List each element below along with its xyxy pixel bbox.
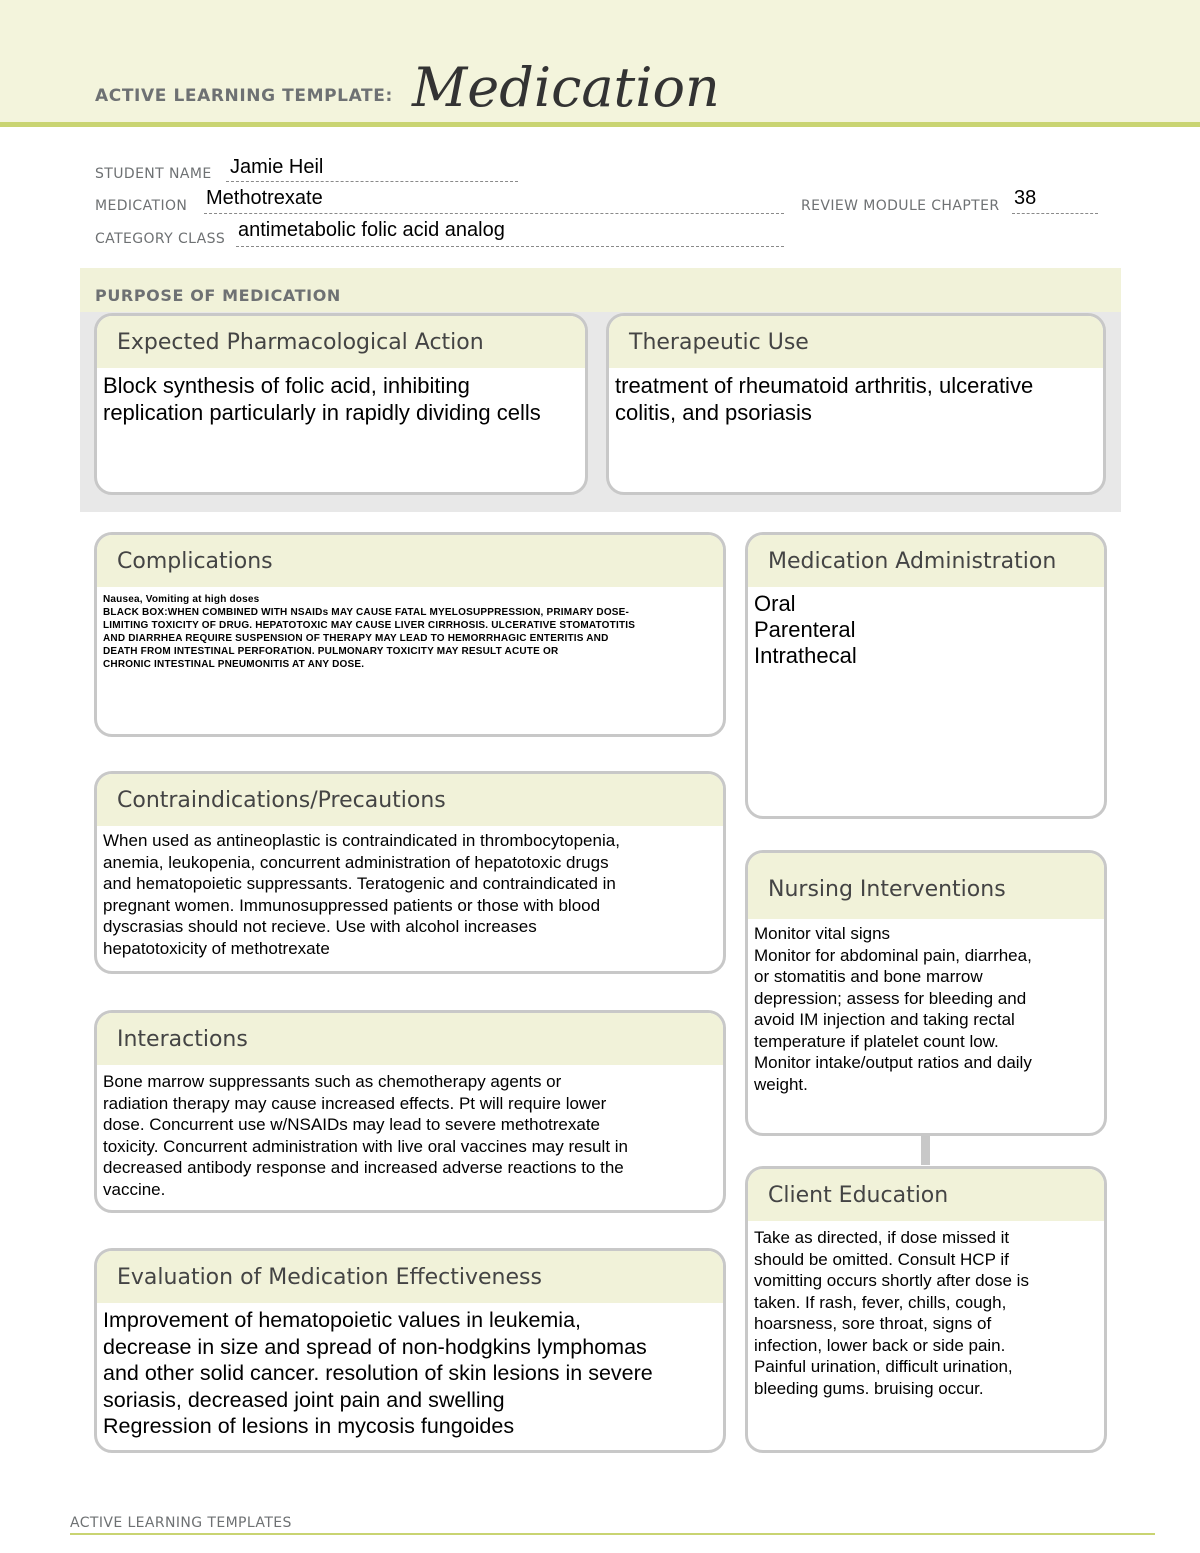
review-module-value[interactable]: 38 <box>1014 187 1037 209</box>
client-education-title: Client Education <box>748 1169 1104 1221</box>
therapeutic-use-text[interactable]: treatment of rheumatoid arthritis, ulcerative colitis, and psoriasis <box>615 373 1034 425</box>
student-name-value[interactable]: Jamie Heil <box>230 156 324 178</box>
student-name-label: STUDENT NAME <box>95 166 212 182</box>
therapeutic-use-title: Therapeutic Use <box>609 316 1103 368</box>
expected-action-title: Expected Pharmacological Action <box>97 316 585 368</box>
footer-label: ACTIVE LEARNING TEMPLATES <box>70 1515 292 1531</box>
medication-value[interactable]: Methotrexate <box>206 187 323 209</box>
review-module-label: REVIEW MODULE CHAPTER <box>801 198 1000 214</box>
connector-bar <box>921 1135 930 1165</box>
complications-box <box>94 532 726 737</box>
expected-action-box <box>94 313 588 495</box>
header-rule <box>0 122 1200 127</box>
nursing-interventions-title: Nursing Interventions <box>748 853 1104 919</box>
interactions-title: Interactions <box>97 1013 723 1065</box>
expected-action-text[interactable]: Block synthesis of folic acid, inhibiting replication particularly in rapidly dividing cells <box>103 373 541 425</box>
nursing-interventions-box <box>745 850 1107 1136</box>
evaluation-title: Evaluation of Medication Effectiveness <box>97 1251 723 1303</box>
therapeutic-use-box <box>606 313 1106 495</box>
interactions-text[interactable]: Bone marrow suppressants such as chemotherapy agents or radiation therapy may cause increased effects. Pt will require lower dose. Concurrent use w/NSAIDs may lead to severe methotrexate toxicity. Concurrent administration with live oral vaccines may result in decreased antibody response and increased adverse reactions to the vaccine. <box>103 1072 628 1199</box>
nursing-interventions-text[interactable]: Monitor vital signs Monitor for abdominal pain, diarrhea, or stomatitis and bone marrow depression; assess for bleeding and avoid IM injection and taking rectal temperature if platelet count low. Monitor intake/output ratios and daily weight. <box>754 924 1032 1094</box>
evaluation-box <box>94 1248 726 1453</box>
page-title: Medication <box>412 56 720 119</box>
administration-title: Medication Administration <box>748 535 1104 587</box>
complications-title: Complications <box>97 535 723 587</box>
contraindications-box <box>94 771 726 974</box>
client-education-text[interactable]: Take as directed, if dose missed it should be omitted. Consult HCP if vomitting occurs shortly after dose is taken. If rash, fever, chills, cough, hoarsness, sore throat, signs of infection, lower back or side pain. Painful urination, difficult urination, bleeding gums. bruising occur. <box>754 1228 1029 1398</box>
contraindications-title: Contraindications/Precautions <box>97 774 723 826</box>
category-class-label: CATEGORY CLASS <box>95 231 226 247</box>
template-label: ACTIVE LEARNING TEMPLATE: <box>95 86 393 106</box>
administration-text[interactable]: Oral Parenteral Intrathecal <box>754 591 857 668</box>
complications-text[interactable]: Nausea, Vomiting at high doses BLACK BOX:WHEN COMBINED WITH NSAIDs MAY CAUSE FATAL MYELOSUPPRESSION, PRIMARY DOSE- LIMITING TOXICITY OF DRUG. HEPATOTOXIC MAY CAUSE LIVER CIRRHOSIS. ULCERATIVE STOMATOTITIS AND DIARRHEA REQUIRE SUSPENSION OF THERAPY MAY LEAD TO HEMORRHAGIC ENTERITIS AND DEATH FROM INTESTINAL PERFORATION. PULMONARY TOXICITY MAY RESULT ACUTE OR CHRONIC INTESTINAL PNEUMONITIS AT ANY DOSE. <box>103 594 636 670</box>
contraindications-text[interactable]: When used as antineoplastic is contraindicated in thrombocytopenia, anemia, leukopenia, concurrent administration of hepatotoxic drugs and hematopoietic suppressants. Teratogenic and contraindicated in pregnant women. Immunosuppressed patients or those with blood dyscrasias should not recieve. Use with alcohol increases hepatotoxicity of methotrexate <box>103 831 620 958</box>
category-class-value[interactable]: antimetabolic folic acid analog <box>238 219 505 241</box>
administration-box <box>745 532 1107 819</box>
footer-rule <box>70 1533 1155 1535</box>
client-education-box <box>745 1166 1107 1453</box>
purpose-label: PURPOSE OF MEDICATION <box>95 286 341 305</box>
evaluation-text[interactable]: Improvement of hematopoietic values in leukemia, decrease in size and spread of non-hodgkins lymphomas and other solid cancer. resolution of skin lesions in severe soriasis, decreased joint pain and swelling Regression of lesions in mycosis fungoides <box>103 1308 653 1438</box>
interactions-box <box>94 1010 726 1213</box>
medication-label: MEDICATION <box>95 198 188 214</box>
